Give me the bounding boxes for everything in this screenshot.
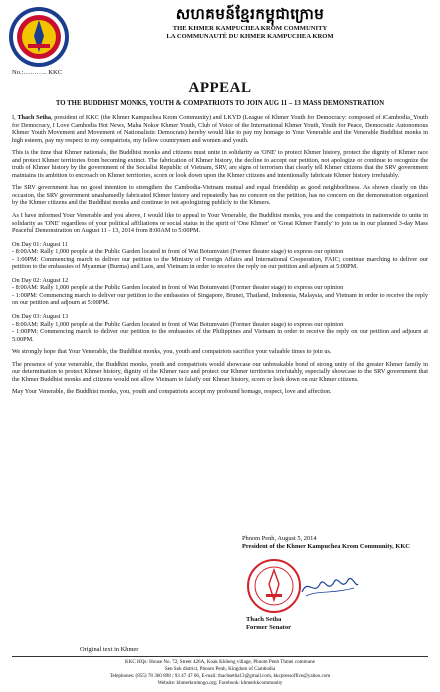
signatory-role: Former Senator (246, 624, 292, 631)
footer-address-line: Sen Sok district, Phnom Penh, Kingdom of Cambodia (164, 666, 276, 672)
paragraph-closing: May Your Venerable, the Buddhist monks, you, youth and compatriots accept my profound homage, respect, love and affection. (12, 388, 332, 396)
paragraph-intro (12, 114, 428, 144)
intro-text: , president of KKC (the Khmer Kampuchea Krom Community) and LKYD (League of Khmer Youth for Democracy: composed of iCambodia_Youth for Democracy, I Love Cambodia Hot News, Maha Nokor Khmer Youth, Club of Voice of the International Khmer Youth, Youth for Peace, Democratic Autonomous Khmer Youth Movement and Movement of Nationalistic Democrats) hereby would like to pay my homage to Your Venerable and the Venerable Buddhist monks in high esteem, pay my respect to my compatriots, my fellow countrymen and women and youth. (12, 114, 428, 144)
original-language-note: Original text in Khmer (80, 646, 139, 653)
footer-web-line: Website: khmerkromngo.org; Facebook: khmerkkcommunity (157, 680, 283, 686)
schedule-day-title: On Day 03: August 13 (12, 313, 69, 321)
footer-contact-line: Telephones: (855) 78 360 898 / 93 47 47 06, E-mail: thachsetha13@gmail.com, kkcpressoffice@yahoo.com (109, 673, 331, 679)
intro-prefix: I, (12, 114, 18, 121)
official-stamp-icon (246, 558, 302, 614)
schedule-item: - 1:00PM: Commencing march to deliver our petition to the embassies of the Philippines and Vietnam in order to receive the reply on our petition and adjourn at 5:00PM. (12, 328, 428, 343)
author-name: Thach Setha (17, 114, 52, 121)
schedule-item: - 8:00AM: Rally 1,000 people at the Public Garden located in front of Wat Botumvatei (Former theater stage) to express our opinion (12, 248, 344, 256)
kkc-emblem-logo (8, 6, 70, 68)
document-subtitle: TO THE BUDDHIST MONKS, YOUTH & COMPATRIOTS TO JOIN AUG 11 – 13 MASS DEMONSTRATION (55, 100, 385, 107)
footer (12, 659, 428, 687)
org-name-french: LA COMMUNAUTÉ DU KHMER KAMPUCHEA KROM (166, 33, 334, 40)
khmer-org-title: សហគមន៍ខ្មែរកម្ពុជាក្រោម (175, 7, 325, 23)
org-name-english: THE KHMER KAMPUCHEA KROM COMMUNITY (172, 25, 328, 32)
document-title: APPEAL (188, 80, 252, 96)
svg-text:KKC: KKC (35, 11, 43, 16)
paragraph-appeal: As I have informed Your Venerable and you above, I would like to appeal to Your Venerable, the Buddhist monks, you and the compatriots in nationwide to unite in solidarity as 'ONE' regardless of your political affiliations or social status in the spirit of 'One Khmer' or 'Great Khmer Family' to join us in our planned 3-day Mass Peaceful Demonstration on August 11 - 13, 2014 from 8:00AM to 5:00PM. (12, 212, 428, 235)
paragraph-unity: This is the time that Khmer nationals, the Buddhist monks and citizens must unite in solidarity as 'ONE' to protect Khmer history, protect the dignity of Khmer race and protect Khmer territories from becoming extinct. The fabrication of Khmer history, the decline to accept our petition, not apologize or continue to recognize the truth of Khmer history by the government of the Socialist Republic of Vietnam, SRV, are signs of terrorism that clearly tell Khmer citizens that the SRV government maintains its ambition to encroach on Khmer territories, scorn or look down upon the Khmer citizens and intentionally fabricate Khmer history irrefutably. (12, 149, 428, 179)
schedule-day-title: On Day 02: August 12 (12, 276, 69, 284)
paragraph-hope: We strongly hope that Your Venerable, the Buddhist monks, you, youth and compatriots sacrifice your valuable times to join us. (12, 348, 332, 356)
place-date: Phnom Penh, August 5, 2014 (242, 535, 317, 542)
schedule-item: - 8:00AM: Rally 1,000 people at the Public Garden located in front of Wat Botumvatei (Former theater stage) to express our opinion (12, 284, 344, 292)
handwritten-signature (300, 570, 360, 600)
reference-number: No.:……….. KKC (12, 69, 63, 76)
schedule-item: - 1:00PM: Commencing march to deliver our petition to the embassies of Singapore, Brunei, Thailand, Indonesia, Malaysia, and Vietnam in order to receive the reply on our petition and adjourn at 5:00PM. (12, 291, 428, 307)
schedule-day-3 (12, 313, 428, 343)
schedule-day-2 (12, 277, 428, 307)
signatory (246, 616, 291, 632)
schedule-item: - 1:00PM: Commencing march to deliver our petition to the Ministry of Foreign Affairs and International Cooperation, FAIC; continue marching to deliver our petition to the embassies of Myanmar (Burma) and Laos, and Vietnam in order to receive the reply on our petition and adjourn at 5:00PM. (12, 255, 428, 271)
schedule-item: - 8:00AM: Rally 1,000 people at the Public Garden located in front of Wat Botumvatei (Former theater stage) to express our opinion (12, 320, 344, 328)
schedule-day-title: On Day 01: August 11 (12, 240, 69, 248)
president-title: President of the Khmer Kampuchea Krom Community, KKC (242, 543, 410, 550)
schedule-day-1 (12, 241, 428, 271)
signature-block (242, 535, 422, 551)
paragraph-srv: The SRV government has no good intention to strengthen the Cambodia-Vietnam mutual and equal friendship as good neighborliness. As shown clearly on this occasion, the SRV government unashamedly fabricated Khmer history and repeatedly has no concern on the petition, has no concern on the demonstration organized by the Khmer citizens and the Buddhist monks and continue to not apologizing publicly to the Khmers. (12, 184, 428, 207)
footer-address-line: KKC HQs: House No. 72, Street 426A, Koak Khlieng village, Phnom Penh Thmei commune (125, 659, 315, 665)
paragraph-presence: The presence of your venerable, the Buddhist monks, youth and compatriots would showcase our unbreakable bond of strong unity of the greater Khmer family in our determination to protect Khmer history, dignity of the Khmer race and protect our Khmer territories irrefutably, especially showcase to the SRV government that the Khmer Buddhist monks and citizens would not allow Vietnam to falsify our Khmer history, scorn or look down on our Khmer citizens. (12, 360, 428, 383)
letterhead (80, 6, 420, 41)
signatory-name: Thach Setha (246, 616, 282, 623)
footer-divider (12, 656, 428, 657)
letter-body (12, 114, 428, 401)
